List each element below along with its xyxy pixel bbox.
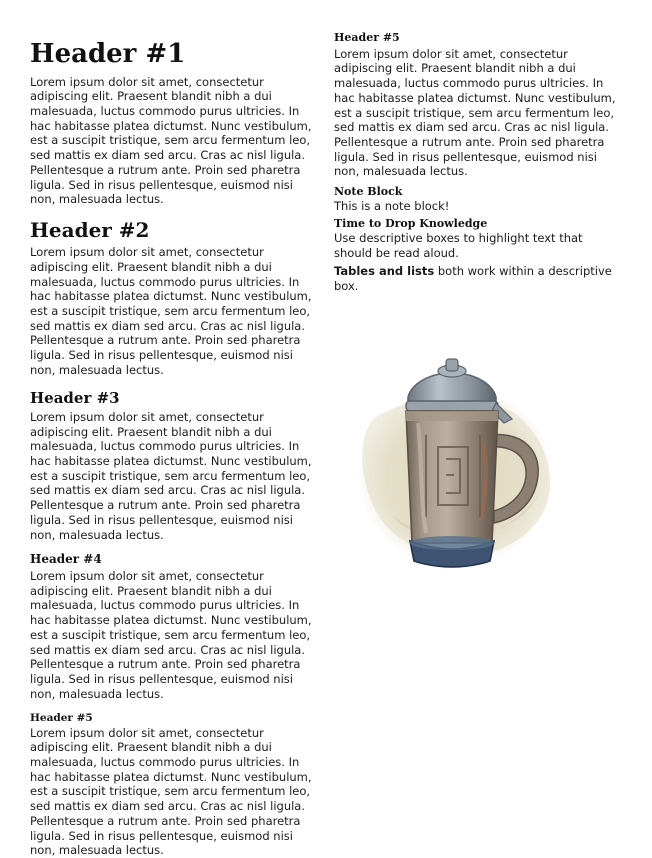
tables-and-lists-text — [334, 264, 622, 293]
header-5-left: Header #5 — [30, 711, 93, 724]
paragraph-5: Lorem ipsum dolor sit amet, consectetur adipiscing elit. Praesent blandit nibh a dui malesuada, luctus commodo purus ultricies. In hac habitasse platea dictumst. Nunc vestibulum, est a suscipit tristique, sem arcu fermentum leo, sed mattis ex diam sed arcu. Cras ac nisl ligula. Pellentesque a rutrum ante. Proin sed pharetra ligula. Sed in risus pellentesque, euismod nisi non, malesuada lectus. — [30, 725, 312, 858]
stein-body — [406, 411, 498, 543]
header-2: Header #2 — [30, 218, 150, 243]
header-3: Header #3 — [30, 388, 120, 407]
paragraph-1: Lorem ipsum dolor sit amet, consectetur adipiscing elit. Praesent blandit nibh a dui malesuada, luctus commodo purus ultricies. In hac habitasse platea dictumst. Nunc vestibulum, est a suscipit tristique, sem arcu fermentum leo, sed mattis ex diam sed arcu. Cras ac nisl ligula. Pellentesque a rutrum ante. Proin sed pharetra ligula. Sed in risus pellentesque, euismod nisi non, malesuada lectus. — [30, 74, 312, 207]
note-block-text: This is a note block! — [334, 199, 450, 214]
descriptive-box-text: Use descriptive boxes to highlight text that should be read aloud. — [334, 231, 583, 260]
paragraph-3: Lorem ipsum dolor sit amet, consectetur adipiscing elit. Praesent blandit nibh a dui malesuada, luctus commodo purus ultricies. In hac habitasse platea dictumst. Nunc vestibulum, est a suscipit tristique, sem arcu fermentum leo, sed mattis ex diam sed arcu. Cras ac nisl ligula. Pellentesque a rutrum ante. Proin sed pharetra ligula. Sed in risus pellentesque, euismod nisi non, malesuada lectus. — [30, 409, 312, 542]
header-1: Header #1 — [30, 39, 186, 69]
note-block-title: Note Block — [334, 185, 403, 199]
beer-stein-illustration — [334, 327, 604, 597]
paragraph-4: Lorem ipsum dolor sit amet, consectetur adipiscing elit. Praesent blandit nibh a dui malesuada, luctus commodo purus ultricies. In hac habitasse platea dictumst. Nunc vestibulum, est a suscipit tristique, sem arcu fermentum leo, sed mattis ex diam sed arcu. Cras ac nisl ligula. Pellentesque a rutrum ante. Proin sed pharetra ligula. Sed in risus pellentesque, euismod nisi non, malesuada lectus. — [30, 569, 312, 701]
paragraph-right: Lorem ipsum dolor sit amet, consectetur adipiscing elit. Praesent blandit nibh a dui malesuada, luctus commodo purus ultricies. In hac habitasse platea dictumst. Nunc vestibulum, est a suscipit tristique, sem arcu fermentum leo, sed mattis ex diam sed arcu. Cras ac nisl ligula. Pellentesque a rutrum ante. Proin sed pharetra ligula. Sed in risus pellentesque, euismod nisi non, malesuada lectus. — [334, 46, 616, 179]
right-column — [330, 32, 622, 814]
paragraph-2: Lorem ipsum dolor sit amet, consectetur adipiscing elit. Praesent blandit nibh a dui malesuada, luctus commodo purus ultricies. In hac habitasse platea dictumst. Nunc vestibulum, est a suscipit tristique, sem arcu fermentum leo, sed mattis ex diam sed arcu. Cras ac nisl ligula. Pellentesque a rutrum ante. Proin sed pharetra ligula. Sed in risus pellentesque, euismod nisi non, malesuada lectus. — [30, 245, 312, 377]
left-column — [30, 32, 330, 858]
header-4: Header #4 — [30, 552, 102, 567]
tables-and-lists-bold: Tables and lists — [334, 264, 435, 279]
tables-and-lists-rest: both work within a descriptive box. — [334, 264, 612, 293]
stein-base — [410, 536, 494, 567]
header-5-right: Header #5 — [334, 31, 400, 44]
drop-knowledge-title: Time to Drop Knowledge — [334, 217, 488, 231]
